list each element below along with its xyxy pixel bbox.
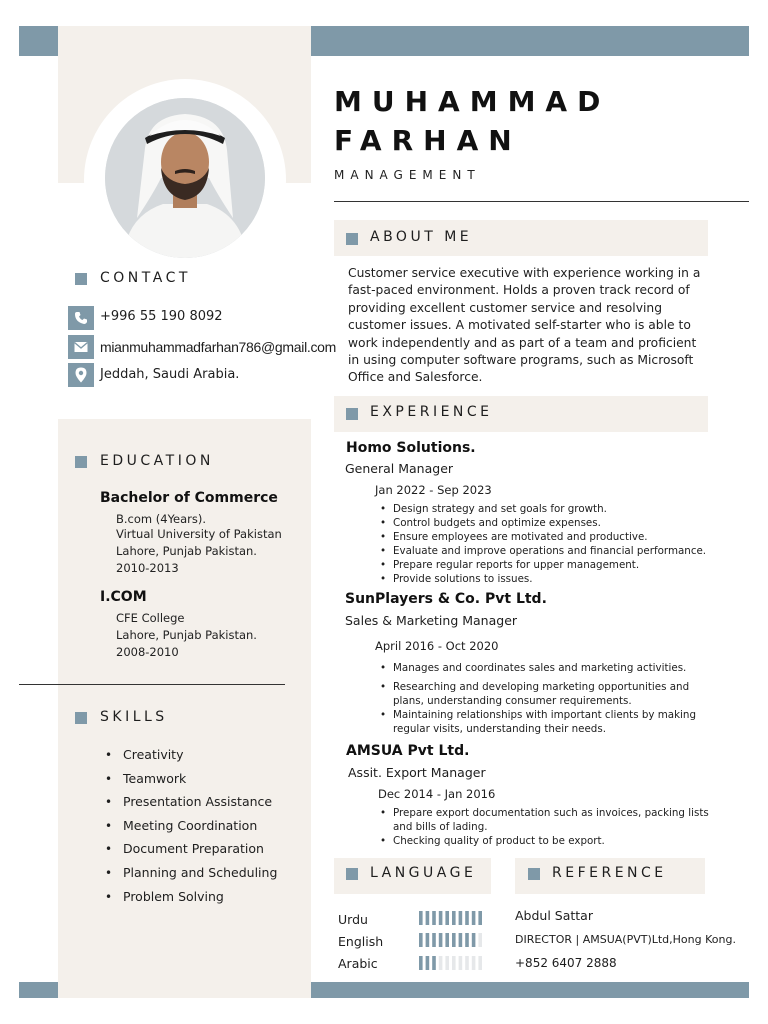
language-level-segment — [452, 933, 456, 947]
last-name: FARHAN — [334, 124, 522, 157]
language-level-segment — [478, 911, 482, 925]
experience-bullet: • Provide solutions to issues. — [380, 572, 710, 586]
experience-dates: Jan 2022 - Sep 2023 — [375, 483, 492, 497]
education-line: CFE College — [116, 611, 185, 625]
language-level-segment — [459, 956, 463, 970]
skills-heading-marker — [75, 712, 87, 724]
language-level-meter — [419, 956, 485, 970]
experience-bullets — [380, 806, 710, 848]
footer-bar-bottom-right — [311, 982, 749, 998]
experience-bullet: • Design strategy and set goals for growth. — [380, 502, 710, 516]
language-level-segment — [459, 911, 463, 925]
sidebar-divider — [19, 684, 285, 685]
contact-heading-marker — [75, 273, 87, 285]
skill-item: • Planning and Scheduling — [105, 865, 277, 889]
language-level-segment — [465, 933, 469, 947]
reference-name: Abdul Sattar — [515, 908, 593, 923]
experience-bullets — [380, 661, 710, 736]
skill-item: • Presentation Assistance — [105, 794, 277, 818]
education-heading: EDUCATION — [100, 453, 214, 469]
language-level-segment — [439, 911, 443, 925]
experience-bullet: • Manages and coordinates sales and marketing activities. — [380, 661, 710, 675]
experience-heading: EXPERIENCE — [370, 404, 493, 420]
language-level-segment — [419, 956, 423, 970]
language-level-meter — [419, 933, 485, 947]
language-name: Urdu — [338, 912, 368, 927]
language-level-segment — [459, 933, 463, 947]
education-line: Lahore, Punjab Pakistan. — [116, 628, 257, 642]
contact-location: Jeddah, Saudi Arabia. — [100, 367, 240, 382]
language-level-segment — [419, 911, 423, 925]
language-level-segment — [432, 956, 436, 970]
header-divider — [334, 201, 749, 202]
reference-heading: REFERENCE — [552, 865, 667, 881]
language-level-segment — [445, 911, 449, 925]
language-name: Arabic — [338, 956, 378, 971]
language-level-segment — [426, 933, 430, 947]
skill-item: • Teamwork — [105, 771, 277, 795]
education-degree: Bachelor of Commerce — [100, 490, 278, 506]
job-title: MANAGEMENT — [334, 168, 481, 182]
experience-bullet: • Prepare regular reports for upper management. — [380, 558, 710, 572]
location-pin-icon — [68, 363, 94, 387]
language-level-segment — [472, 911, 476, 925]
profile-photo-illustration — [105, 98, 265, 258]
skills-heading: SKILLS — [100, 709, 168, 725]
education-line: 2008-2010 — [116, 645, 179, 659]
about-text: Customer service executive with experience working in a fast-paced environment. Holds a proven track record of providing excellent customer service and resolving customer issues. A motivated self-starter who is able to work independently and as part of a team and proficient in using computer software programs, such as Microsoft Office and Salesforce. — [348, 266, 701, 385]
mail-icon — [68, 335, 94, 359]
contact-phone[interactable]: +996 55 190 8092 — [100, 309, 223, 324]
experience-company: SunPlayers & Co. Pvt Ltd. — [345, 591, 547, 607]
reference-heading-marker — [528, 868, 540, 880]
education-heading-marker — [75, 456, 87, 468]
reference-phone[interactable]: +852 6407 2888 — [515, 956, 617, 970]
language-level-segment — [465, 956, 469, 970]
education-line: B.com (4Years). — [116, 512, 207, 526]
experience-heading-marker — [346, 408, 358, 420]
language-level-segment — [432, 933, 436, 947]
skill-item: • Problem Solving — [105, 889, 277, 913]
language-level-segment — [472, 956, 476, 970]
language-level-segment — [445, 933, 449, 947]
contact-email[interactable]: mianmuhammadfarhan786@gmail.com — [100, 339, 337, 355]
language-level-segment — [445, 956, 449, 970]
phone-icon — [68, 306, 94, 330]
about-heading: ABOUT ME — [370, 229, 473, 245]
language-level-segment — [478, 933, 482, 947]
experience-bullet: • Control budgets and optimize expenses. — [380, 516, 710, 530]
language-level-segment — [426, 956, 430, 970]
language-heading-marker — [346, 868, 358, 880]
language-level-segment — [478, 956, 482, 970]
skill-item: • Creativity — [105, 747, 277, 771]
language-level-segment — [472, 933, 476, 947]
corner-bar-bottom-left — [19, 982, 58, 998]
experience-role: Assit. Export Manager — [348, 765, 486, 780]
language-level-segment — [432, 911, 436, 925]
first-name: MUHAMMAD — [334, 85, 611, 118]
language-level-segment — [452, 956, 456, 970]
contact-heading: CONTACT — [100, 270, 191, 286]
experience-bullet: • Prepare export documentation such as invoices, packing lists and bills of lading. — [380, 806, 710, 834]
education-degree: I.COM — [100, 589, 147, 605]
experience-role: General Manager — [345, 461, 454, 476]
skill-item: • Document Preparation — [105, 841, 277, 865]
experience-role: Sales & Marketing Manager — [345, 613, 518, 628]
experience-bullet: • Checking quality of product to be export. — [380, 834, 710, 848]
education-line: Lahore, Punjab Pakistan. — [116, 544, 257, 558]
experience-bullet: • Researching and developing marketing opportunities and plans, understanding consumer requirements. — [380, 680, 710, 708]
language-level-segment — [426, 911, 430, 925]
language-name: English — [338, 934, 384, 949]
experience-bullets — [380, 502, 710, 586]
experience-company: AMSUA Pvt Ltd. — [346, 743, 470, 759]
education-line: 2010-2013 — [116, 561, 179, 575]
language-level-segment — [452, 911, 456, 925]
experience-company: Homo Solutions. — [346, 440, 476, 456]
language-level-segment — [439, 933, 443, 947]
language-level-segment — [419, 933, 423, 947]
language-heading: LANGUAGE — [370, 865, 477, 881]
profile-photo — [105, 98, 265, 258]
experience-dates: Dec 2014 - Jan 2016 — [378, 787, 496, 801]
skill-item: • Meeting Coordination — [105, 818, 277, 842]
header-bar-top-right — [311, 26, 749, 56]
language-level-segment — [439, 956, 443, 970]
reference-position: DIRECTOR | AMSUA(PVT)Ltd,Hong Kong. — [515, 933, 736, 946]
corner-bar-top-left — [19, 26, 58, 56]
about-heading-marker — [346, 233, 358, 245]
experience-bullet: • Ensure employees are motivated and productive. — [380, 530, 710, 544]
experience-bullet: • Evaluate and improve operations and financial performance. — [380, 544, 710, 558]
language-level-meter — [419, 911, 485, 925]
experience-dates: April 2016 - Oct 2020 — [375, 639, 499, 653]
experience-bullet: • Maintaining relationships with important clients by making regular visits, understanding their needs. — [380, 708, 710, 736]
language-level-segment — [465, 911, 469, 925]
skills-list — [105, 747, 277, 912]
education-line: Virtual University of Pakistan — [116, 527, 282, 541]
